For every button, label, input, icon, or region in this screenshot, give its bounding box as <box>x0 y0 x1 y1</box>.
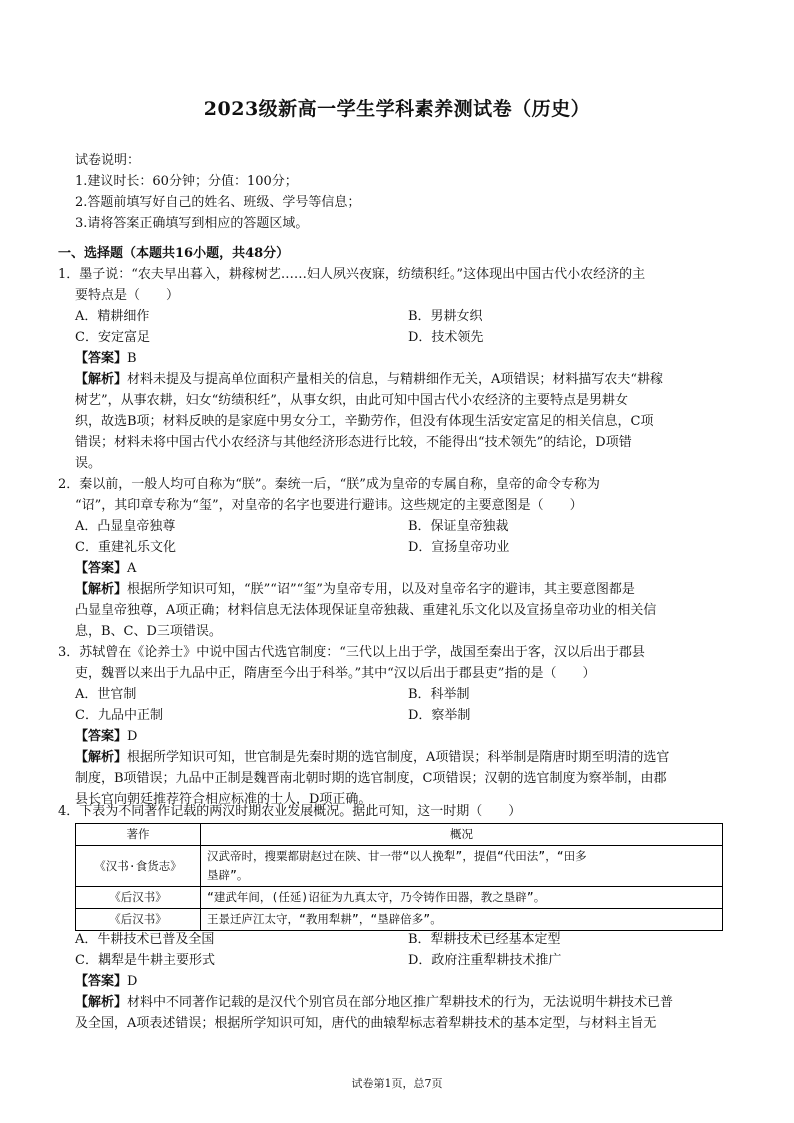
q4-option-a: A．牛耕技术已普及全国 <box>75 932 215 947</box>
question-3-stem-cont: 吏，魏晋以来出于九品中正，隋唐至今出于科举。”其中“汉以后出于郡县吏”指的是（ ） <box>75 666 596 681</box>
question-4-stem: 4．下表为不同著作记载的两汉时期农业发展概况。据此可知，这一时期（ ） <box>58 804 522 819</box>
analysis-label: 【解析】 <box>75 372 128 387</box>
answer-label: 【答案】 <box>75 974 128 989</box>
analysis-text: 根据所学知识可知，“朕”“诏”“玺”为皇帝专用，以及对皇帝名字的避讳，其主要意图都是 <box>127 582 635 597</box>
instruction-item: 2.答题前填写好自己的姓名、班级、学号等信息； <box>75 195 361 210</box>
q2-option-a: A．凸显皇帝独尊 <box>75 519 176 534</box>
q2-option-d: D．宣扬皇帝功业 <box>408 540 510 555</box>
q2-analysis-cont: 息，B、C、D三项错误。 <box>75 624 222 639</box>
q1-option-c: C．安定富足 <box>75 330 150 345</box>
instruction-item: 3.请将答案正确填写到相应的答题区域。 <box>75 216 309 231</box>
q4-answer <box>75 971 725 992</box>
analysis-text: 根据所学知识可知，世官制是先秦时期的选官制度，A项错误；科举制是隋唐时期至明清的选官 <box>127 750 670 765</box>
q3-option-a: A．世官制 <box>75 687 137 702</box>
answer-label: 【答案】 <box>75 729 128 744</box>
q3-option-d: D．察举制 <box>408 708 471 723</box>
q1-analysis-cont: 树艺”，从事农耕，妇女“纺绩积纴”，从事女织，由此可知中国古代小农经济的主要特点是男耕女 <box>75 393 628 408</box>
table-cell-source: 《后汉书》 <box>76 887 201 909</box>
q4-option-d: D．政府注重犁耕技术推广 <box>408 953 562 968</box>
q4-analysis <box>75 992 725 1013</box>
answer-value: D <box>127 974 138 989</box>
table-header: 著作 <box>76 824 201 846</box>
table-row <box>76 909 723 931</box>
q1-analysis-cont: 织，故选B项；材料反映的是家庭中男女分工，辛勤劳作，但没有体现生活安定富足的相关信息，C项 <box>75 414 654 429</box>
q1-answer <box>75 348 725 369</box>
q1-option-b: B．男耕女织 <box>408 309 483 324</box>
q3-option-c: C．九品中正制 <box>75 708 163 723</box>
q4-analysis-cont: 及全国，A项表述错误；根据所学知识可知，唐代的曲辕犁标志着犁耕技术的基本定型，与材料主旨无 <box>75 1016 657 1031</box>
section-heading: 一、选择题（本题共16小题，共48分） <box>58 246 290 261</box>
q2-analysis <box>75 579 725 600</box>
analysis-label: 【解析】 <box>75 995 128 1010</box>
analysis-text: 材料未提及与提高单位面积产量相关的信息，与精耕细作无关，A项错误；材料描写农夫“耕稼 <box>127 372 664 387</box>
instruction-item: 1.建议时长：60分钟；分值：100分； <box>75 174 298 189</box>
q3-answer <box>75 726 725 747</box>
agriculture-table <box>75 823 723 931</box>
analysis-label: 【解析】 <box>75 750 128 765</box>
answer-value: D <box>127 729 138 744</box>
q3-analysis <box>75 747 725 768</box>
q1-analysis-cont: 误。 <box>75 456 102 471</box>
table-cell-content <box>201 846 723 887</box>
answer-value: B <box>127 351 137 366</box>
answer-value: A <box>127 561 137 576</box>
question-1-stem-cont: 要特点是（ ） <box>75 288 180 303</box>
analysis-text: 材料中不同著作记载的是汉代个别官员在部分地区推广犁耕技术的行为，无法说明牛耕技术已普 <box>127 995 674 1010</box>
question-1-stem: 1．墨子说：“农夫早出暮入，耕稼树艺……妇人夙兴夜寐，纺绩积纴。”这体现出中国古代小农经济的主 <box>58 267 646 282</box>
instructions-heading: 试卷说明： <box>75 153 141 168</box>
q3-option-b: B．科举制 <box>408 687 470 702</box>
table-cell-content: 王景迁庐江太守，“教用犁耕”，“垦辟倍多”。 <box>201 909 723 931</box>
q4-option-b: B．犁耕技术已经基本定型 <box>408 932 561 947</box>
page-title: 2023级新高一学生学科素养测试卷（历史） <box>203 98 591 120</box>
answer-label: 【答案】 <box>75 561 128 576</box>
content-line: 汉武帝时，搜粟都尉赵过在陕、甘一带“以人挽犁”，提倡“代田法”，“田多 <box>207 849 587 863</box>
page-footer: 试卷第1页，总7页 <box>351 1077 443 1090</box>
content-line: 垦辟”。 <box>207 868 249 882</box>
question-3-stem: 3．苏轼曾在《论养士》中说中国古代选官制度：“三代以上出于学，战国至秦出于客，汉以后出于郡县 <box>58 645 645 660</box>
table-cell-content: “建武年间，(任延)诏征为九真太守，乃令铸作田器，教之垦辟”。 <box>201 887 723 909</box>
q2-option-b: B．保证皇帝独裁 <box>408 519 509 534</box>
table-header-row <box>76 824 723 846</box>
answer-label: 【答案】 <box>75 351 128 366</box>
q2-option-c: C．重建礼乐文化 <box>75 540 176 555</box>
q4-option-c: C．耦犁是牛耕主要形式 <box>75 953 215 968</box>
analysis-label: 【解析】 <box>75 582 128 597</box>
q3-analysis-cont: 制度，B项错误；九品中正制是魏晋南北朝时期的选官制度，C项错误；汉朝的选官制度为察举制，由郡 <box>75 771 667 786</box>
q1-option-d: D．技术领先 <box>408 330 484 345</box>
q2-answer <box>75 558 725 579</box>
q1-analysis-cont: 错误；材料未将中国古代小农经济与其他经济形态进行比较，不能得出“技术领先”的结论，D项错 <box>75 435 632 450</box>
table-cell-source: 《后汉书》 <box>76 909 201 931</box>
table-header: 概况 <box>201 824 723 846</box>
table-row <box>76 887 723 909</box>
table-row <box>76 846 723 887</box>
q1-analysis <box>75 369 725 390</box>
table-cell-source: 《汉书·食货志》 <box>76 846 201 887</box>
q3-analysis-cont: 县长官向朝廷推荐符合相应标准的士人，D项正确。 <box>75 792 372 807</box>
question-2-stem: 2．秦以前，一般人均可自称为“朕”。秦统一后，“朕”成为皇帝的专属自称，皇帝的命令专称为 <box>58 477 600 492</box>
q2-analysis-cont: 凸显皇帝独尊，A项正确；材料信息无法体现保证皇帝独裁、重建礼乐文化以及宣扬皇帝功业的相关信 <box>75 603 657 618</box>
question-2-stem-cont: “诏”，其印章专称为“玺”，对皇帝的名字也要进行避讳。这些规定的主要意图是（ ） <box>75 498 583 513</box>
q1-option-a: A．精耕细作 <box>75 309 150 324</box>
